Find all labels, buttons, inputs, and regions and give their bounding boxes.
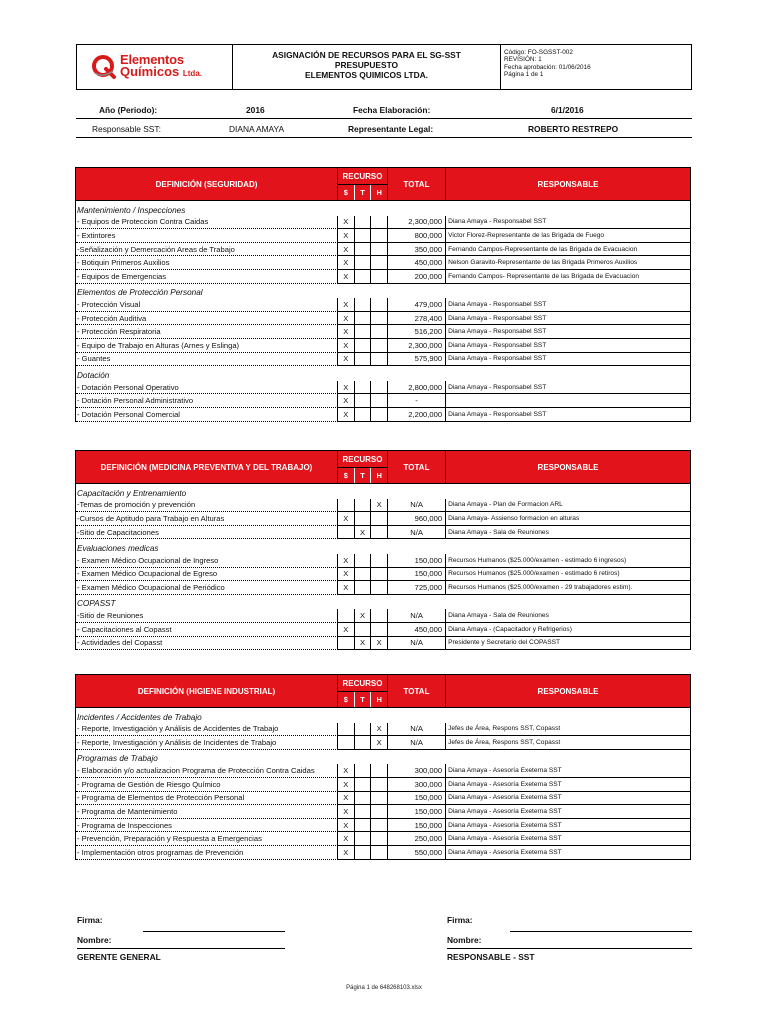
row-mark-1 xyxy=(355,216,372,230)
row-total: 300,000 xyxy=(388,778,446,792)
row-description: - Reporte, Investigación y Análisis de Incidentes de Trabajo xyxy=(76,736,338,750)
left-role: GERENTE GENERAL xyxy=(77,952,161,962)
row-total: 2,800,000 xyxy=(388,381,446,395)
row-total: 150,000 xyxy=(388,568,446,582)
row-responsible: Diana Amaya - Responsabel SST xyxy=(446,312,690,326)
row-mark-2: X xyxy=(371,637,388,651)
row-responsible: Diana Amaya - Asesoría Exeterna SST xyxy=(446,792,690,806)
row-total: 150,000 xyxy=(388,819,446,833)
row-responsible: Fernando Campos-Representante de las Brigada de Evacuacion xyxy=(446,243,690,257)
row-description: - Equipos de Emergencias xyxy=(76,270,338,284)
row-description: -Temas de promoción y prevención xyxy=(76,499,338,513)
responsible-label: Responsable SST: xyxy=(92,124,161,134)
row-total: 479,000 xyxy=(388,298,446,312)
row-mark-2 xyxy=(371,778,388,792)
row-mark-2 xyxy=(371,270,388,284)
group-title: Programas de Trabajo xyxy=(75,750,691,765)
row-description: -Cursos de Aptitudo para Trabajo en Alturas xyxy=(76,512,338,526)
legal-rep-value: ROBERTO RESTREPO xyxy=(528,124,619,134)
table-row xyxy=(75,298,691,312)
row-mark-1 xyxy=(355,353,372,367)
logo-word-1: Elementos xyxy=(120,52,184,67)
row-mark-2: X xyxy=(371,723,388,737)
row-mark-0: X xyxy=(338,805,355,819)
info-row-period xyxy=(76,102,692,119)
row-mark-0 xyxy=(338,723,355,737)
row-mark-0: X xyxy=(338,394,355,408)
resource-sub-2: H xyxy=(376,695,382,704)
resource-header xyxy=(338,168,388,200)
logo-word-2: Químicos xyxy=(120,64,180,79)
total-header: TOTAL xyxy=(388,168,446,200)
row-description: -Señalización y Demercación Areas de Trabajo xyxy=(76,243,338,257)
row-mark-1 xyxy=(355,846,372,860)
table-row xyxy=(75,832,691,846)
row-total: 300,000 xyxy=(388,764,446,778)
table-row xyxy=(75,216,691,230)
row-total: N/A xyxy=(388,526,446,540)
table-row xyxy=(75,325,691,339)
row-mark-1 xyxy=(355,778,372,792)
resource-sub-0: $ xyxy=(338,692,355,707)
row-mark-2 xyxy=(371,581,388,595)
period-value: 2016 xyxy=(246,105,265,115)
row-mark-1 xyxy=(355,339,372,353)
row-total: N/A xyxy=(388,637,446,651)
meta-page: Página 1 de 1 xyxy=(504,70,544,78)
row-mark-0: X xyxy=(338,216,355,230)
row-description: - Equipos de Proteccion Contra Caidas xyxy=(76,216,338,230)
row-mark-0: X xyxy=(338,353,355,367)
row-description: - Elaboración y/o actualizacion Programa de Protección Contra Caidas xyxy=(76,764,338,778)
row-description: - Implementación otros programas de Prevención xyxy=(76,846,338,860)
row-responsible: Diana Amaya - Plan de Formacion ARL xyxy=(446,499,690,513)
row-responsible: Fernando Campos- Representante de las Brigada de Evacuacion xyxy=(446,270,690,284)
resource-label: RECURSO xyxy=(338,168,387,185)
row-mark-1 xyxy=(355,408,372,422)
row-mark-2 xyxy=(371,792,388,806)
definition-header: DEFINICIÓN (SEGURIDAD) xyxy=(76,168,338,200)
row-mark-1 xyxy=(355,736,372,750)
table-row xyxy=(75,819,691,833)
row-total: 200,000 xyxy=(388,270,446,284)
row-responsible: Diana Amaya - Sala de Reuniones xyxy=(446,609,690,623)
logo-suffix: Ltda. xyxy=(182,69,202,78)
table-row xyxy=(75,736,691,750)
row-responsible: Recursos Humanos ($25.000/examen - estimado 6 retiros) xyxy=(446,568,690,582)
right-name-line xyxy=(447,948,692,949)
row-total: 450,000 xyxy=(388,256,446,270)
table-row xyxy=(75,499,691,513)
group-title: COPASST xyxy=(75,595,691,610)
row-mark-1 xyxy=(355,312,372,326)
left-signature-line xyxy=(143,931,285,932)
row-total: 725,000 xyxy=(388,581,446,595)
row-mark-2 xyxy=(371,609,388,623)
row-mark-0: X xyxy=(338,581,355,595)
table-row xyxy=(75,637,691,651)
row-mark-0: X xyxy=(338,298,355,312)
table-row xyxy=(75,270,691,284)
meta-revision: REVISIÓN: 1 xyxy=(504,56,542,64)
table-row xyxy=(75,312,691,326)
row-mark-1 xyxy=(355,499,372,513)
row-mark-2 xyxy=(371,568,388,582)
table-row xyxy=(75,805,691,819)
document-meta xyxy=(501,45,691,89)
responsible-header: RESPONSABLE xyxy=(537,686,599,696)
row-mark-0: X xyxy=(338,312,355,326)
row-mark-0 xyxy=(338,637,355,651)
row-description: - Reporte, Investigación y Análisis de Accidentes de Trabajo xyxy=(76,723,338,737)
period-label: Año (Periodo): xyxy=(99,105,158,115)
row-mark-0 xyxy=(338,736,355,750)
row-responsible: Presidente y Secretario del COPASST xyxy=(446,637,690,651)
group-title: Elementos de Protección Personal xyxy=(75,284,691,299)
row-mark-1 xyxy=(355,568,372,582)
table-row xyxy=(75,568,691,582)
row-mark-1 xyxy=(355,394,372,408)
row-mark-1 xyxy=(355,764,372,778)
resource-label: RECURSO xyxy=(338,451,387,468)
row-responsible: Diana Amaya - Asesoría Exeterna SST xyxy=(446,805,690,819)
row-description: - Botiquin Primeros Auxilios xyxy=(76,256,338,270)
page-footer: Página 1 de 648268103.xlsx xyxy=(346,985,422,991)
table-row xyxy=(75,764,691,778)
row-total: N/A xyxy=(388,609,446,623)
row-total: 575,900 xyxy=(388,353,446,367)
table-row xyxy=(75,792,691,806)
row-responsible: Diana Amaya - Responsabel SST xyxy=(446,216,690,230)
row-mark-1 xyxy=(355,581,372,595)
table-row xyxy=(75,381,691,395)
row-mark-2 xyxy=(371,764,388,778)
row-mark-1 xyxy=(355,805,372,819)
row-description: - Examen Médico Ocupacional de Egreso xyxy=(76,568,338,582)
resource-sub-2: H xyxy=(376,471,382,480)
row-mark-2 xyxy=(371,256,388,270)
table-row xyxy=(75,243,691,257)
row-mark-2 xyxy=(371,298,388,312)
row-description: - Protección Visual xyxy=(76,298,338,312)
row-mark-2 xyxy=(371,312,388,326)
row-mark-2 xyxy=(371,353,388,367)
definition-header: DEFINICIÓN (MEDICINA PREVENTIVA Y DEL TRABAJO) xyxy=(76,451,338,483)
table-row xyxy=(75,526,691,540)
table-row xyxy=(75,512,691,526)
row-responsible: Diana Amaya - Responsabel SST xyxy=(446,325,690,339)
row-description: -Sitio de Capacitaciones xyxy=(76,526,338,540)
row-description: - Dotación Personal Administrativo xyxy=(76,394,338,408)
row-total: 516,200 xyxy=(388,325,446,339)
resource-header xyxy=(338,451,388,483)
row-responsible: Diana Amaya - Asesoría Exeterna SST xyxy=(446,819,690,833)
row-mark-2: X xyxy=(371,499,388,513)
row-responsible: Nelson Garavito-Representante de las Brigada Primeros Auxilios xyxy=(446,256,690,270)
row-total: N/A xyxy=(388,499,446,513)
row-total: 2,300,000 xyxy=(388,339,446,353)
row-responsible: Diana Amaya - Responsabel SST xyxy=(446,381,690,395)
row-description: - Programa de Gestión de Riesgo Químico xyxy=(76,778,338,792)
row-description: - Examen Médico Ocupacional de Ingreso xyxy=(76,554,338,568)
right-signature-label: Firma: xyxy=(447,915,473,925)
row-mark-0: X xyxy=(338,512,355,526)
table-row xyxy=(75,339,691,353)
row-responsible: Diana Amaya - Asesoría Exeterna SST xyxy=(446,846,690,860)
row-total: 2,200,000 xyxy=(388,408,446,422)
section-higiene xyxy=(75,674,691,860)
row-mark-2 xyxy=(371,229,388,243)
group-title: Dotación xyxy=(75,366,691,381)
row-mark-0: X xyxy=(338,778,355,792)
document-title xyxy=(233,45,501,89)
resource-sub-0: $ xyxy=(338,185,355,200)
meta-code: Código: FO-SGSST-002 xyxy=(504,49,573,56)
row-mark-2 xyxy=(371,394,388,408)
section-header xyxy=(75,674,691,708)
total-header: TOTAL xyxy=(388,675,446,707)
row-mark-1 xyxy=(355,229,372,243)
row-mark-1 xyxy=(355,792,372,806)
table-row xyxy=(75,394,691,408)
row-mark-1 xyxy=(355,819,372,833)
date-label: Fecha Elaboración: xyxy=(353,105,431,115)
row-mark-0: X xyxy=(338,792,355,806)
responsible-header: RESPONSABLE xyxy=(537,179,599,189)
row-description: - Capacitaciones al Copasst xyxy=(76,623,338,637)
row-description: - Programa de Inspecciones xyxy=(76,819,338,833)
left-name-label: Nombre: xyxy=(77,935,112,945)
row-description: - Protección Respiratoria xyxy=(76,325,338,339)
row-mark-2 xyxy=(371,526,388,540)
row-mark-0: X xyxy=(338,270,355,284)
row-description: - Actividades del Copasst xyxy=(76,637,338,651)
title-line-3: ELEMENTOS QUIMICOS LTDA. xyxy=(305,70,428,80)
table-row xyxy=(75,778,691,792)
row-description: - Prevención, Preparación y Respuesta a Emergencias xyxy=(76,832,338,846)
row-mark-0: X xyxy=(338,623,355,637)
row-mark-2 xyxy=(371,216,388,230)
resource-sub-1: T xyxy=(355,692,372,707)
row-mark-2 xyxy=(371,805,388,819)
row-responsible: Diana Amaya - (Capacitador y Refrigerios) xyxy=(446,623,690,637)
row-mark-2 xyxy=(371,243,388,257)
row-mark-1: X xyxy=(355,526,372,540)
row-mark-2 xyxy=(371,408,388,422)
right-role: RESPONSABLE - SST xyxy=(447,952,535,962)
resource-header xyxy=(338,675,388,707)
responsible-header: RESPONSABLE xyxy=(537,462,599,472)
row-total: 2,300,000 xyxy=(388,216,446,230)
row-total: 150,000 xyxy=(388,805,446,819)
row-description: - Dotación Personal Comercial xyxy=(76,408,338,422)
group-title: Evaluaciones medicas xyxy=(75,539,691,554)
row-total: 250,000 xyxy=(388,832,446,846)
row-mark-1 xyxy=(355,723,372,737)
company-logo xyxy=(77,45,233,89)
meta-approval-date: Fecha aprobación: 01/06/2016 xyxy=(504,63,591,71)
row-mark-1 xyxy=(355,512,372,526)
row-mark-0: X xyxy=(338,229,355,243)
row-mark-1 xyxy=(355,623,372,637)
row-responsible: Diana Amaya - Responsabel SST xyxy=(446,408,690,422)
row-mark-2 xyxy=(371,512,388,526)
row-responsible: Jefes de Área, Respons SST, Copasst xyxy=(446,736,690,750)
right-name-label: Nombre: xyxy=(447,935,482,945)
row-total: 800,000 xyxy=(388,229,446,243)
section-header xyxy=(75,167,691,201)
resource-sub-0: $ xyxy=(338,468,355,483)
resource-label: RECURSO xyxy=(338,675,387,692)
row-responsible: Diana Amaya - Asesoría Exeterna SST xyxy=(446,832,690,846)
row-total: 278,400 xyxy=(388,312,446,326)
row-total: 450,000 xyxy=(388,623,446,637)
table-row xyxy=(75,623,691,637)
row-responsible: Victor Florez-Representante de las Brigada de Fuego xyxy=(446,229,690,243)
row-responsible: Jefes de Área, Respons SST, Copasst xyxy=(446,723,690,737)
document-header xyxy=(76,44,692,90)
row-description: -Sitio de Reuniones xyxy=(76,609,338,623)
row-mark-2 xyxy=(371,554,388,568)
row-description: - Programa de Mantenimiento xyxy=(76,805,338,819)
row-mark-1 xyxy=(355,381,372,395)
row-mark-0: X xyxy=(338,554,355,568)
row-responsible: Diana Amaya - Responsabel SST xyxy=(446,353,690,367)
row-total: 960,000 xyxy=(388,512,446,526)
row-mark-0: X xyxy=(338,325,355,339)
section-medicina xyxy=(75,450,691,650)
row-mark-1 xyxy=(355,325,372,339)
row-responsible: Diana Amaya- Assienso formacion en alturas xyxy=(446,512,690,526)
row-mark-0: X xyxy=(338,339,355,353)
row-description: - Examen Médico Ocupacional de Periódico xyxy=(76,581,338,595)
table-row xyxy=(75,256,691,270)
table-row xyxy=(75,609,691,623)
table-row xyxy=(75,581,691,595)
row-responsible: Diana Amaya - Asesoría Exeterna SST xyxy=(446,764,690,778)
row-mark-1 xyxy=(355,832,372,846)
table-row xyxy=(75,229,691,243)
left-signature-label: Firma: xyxy=(77,915,103,925)
row-mark-0 xyxy=(338,609,355,623)
row-mark-1 xyxy=(355,270,372,284)
row-mark-0: X xyxy=(338,256,355,270)
row-mark-2 xyxy=(371,381,388,395)
table-row xyxy=(75,408,691,422)
row-responsible: Diana Amaya - Sala de Reuniones xyxy=(446,526,690,540)
section-seguridad xyxy=(75,167,691,422)
row-mark-0: X xyxy=(338,408,355,422)
row-total: 350,000 xyxy=(388,243,446,257)
table-row xyxy=(75,554,691,568)
row-responsible: Diana Amaya - Responsabel SST xyxy=(446,298,690,312)
resource-sub-1: T xyxy=(355,468,372,483)
row-mark-0: X xyxy=(338,819,355,833)
date-value: 6/1/2016 xyxy=(551,105,584,115)
definition-header: DEFINICIÓN (HIGIENE INDUSTRIAL) xyxy=(76,675,338,707)
row-total: N/A xyxy=(388,723,446,737)
responsible-value: DIANA AMAYA xyxy=(229,124,285,134)
group-title: Mantenimiento / Inspecciones xyxy=(75,201,691,216)
resource-sub-2: H xyxy=(376,188,382,197)
row-mark-2 xyxy=(371,832,388,846)
row-mark-0: X xyxy=(338,832,355,846)
row-mark-2: X xyxy=(371,736,388,750)
row-mark-2 xyxy=(371,623,388,637)
row-responsible xyxy=(446,394,690,408)
row-responsible: Recursos Humanos ($25.000/examen - 29 trabajadores estim). xyxy=(446,581,690,595)
group-title: Incidentes / Accidentes de Trabajo xyxy=(75,708,691,723)
row-mark-2 xyxy=(371,325,388,339)
row-mark-1: X xyxy=(355,637,372,651)
row-description: - Equipo de Trabajo en Alturas (Arnes y Eslinga) xyxy=(76,339,338,353)
row-total: 150,000 xyxy=(388,792,446,806)
row-total: - xyxy=(388,394,446,408)
row-description: - Dotación Personal Operativo xyxy=(76,381,338,395)
row-mark-0: X xyxy=(338,764,355,778)
info-row-responsible xyxy=(76,121,692,138)
legal-rep-label: Representante Legal: xyxy=(348,124,434,134)
table-row xyxy=(75,353,691,367)
title-line-2: PRESUPUESTO xyxy=(334,60,399,70)
row-responsible: Recursos Humanos ($25.000/examen - estimado 6 ingresos) xyxy=(446,554,690,568)
row-mark-0: X xyxy=(338,381,355,395)
total-header: TOTAL xyxy=(388,451,446,483)
table-row xyxy=(75,846,691,860)
row-mark-0: X xyxy=(338,568,355,582)
row-description: - Programa de Elementos de Protección Personal xyxy=(76,792,338,806)
row-mark-2 xyxy=(371,846,388,860)
row-total: N/A xyxy=(388,736,446,750)
logo-mark-icon xyxy=(91,54,117,80)
table-row xyxy=(75,723,691,737)
row-mark-0 xyxy=(338,526,355,540)
row-mark-1 xyxy=(355,554,372,568)
resource-sub-1: T xyxy=(355,185,372,200)
row-mark-0 xyxy=(338,499,355,513)
row-description: - Protección Auditiva xyxy=(76,312,338,326)
group-title: Capacitación y Entrenamiento xyxy=(75,484,691,499)
row-responsible: Diana Amaya - Responsabel SST xyxy=(446,339,690,353)
row-mark-1 xyxy=(355,256,372,270)
row-mark-1 xyxy=(355,243,372,257)
row-mark-0: X xyxy=(338,243,355,257)
right-signature-line xyxy=(510,931,692,932)
left-name-line xyxy=(77,948,285,949)
row-mark-2 xyxy=(371,339,388,353)
row-responsible: Diana Amaya - Asesoría Exeterna SST xyxy=(446,778,690,792)
row-total: 550,000 xyxy=(388,846,446,860)
row-mark-1 xyxy=(355,298,372,312)
row-total: 150,000 xyxy=(388,554,446,568)
row-mark-1: X xyxy=(355,609,372,623)
title-line-1: ASIGNACIÓN DE RECURSOS PARA EL SG-SST xyxy=(272,50,461,60)
row-description: - Extintores xyxy=(76,229,338,243)
section-header xyxy=(75,450,691,484)
row-mark-0: X xyxy=(338,846,355,860)
row-mark-2 xyxy=(371,819,388,833)
row-description: - Guantes xyxy=(76,353,338,367)
